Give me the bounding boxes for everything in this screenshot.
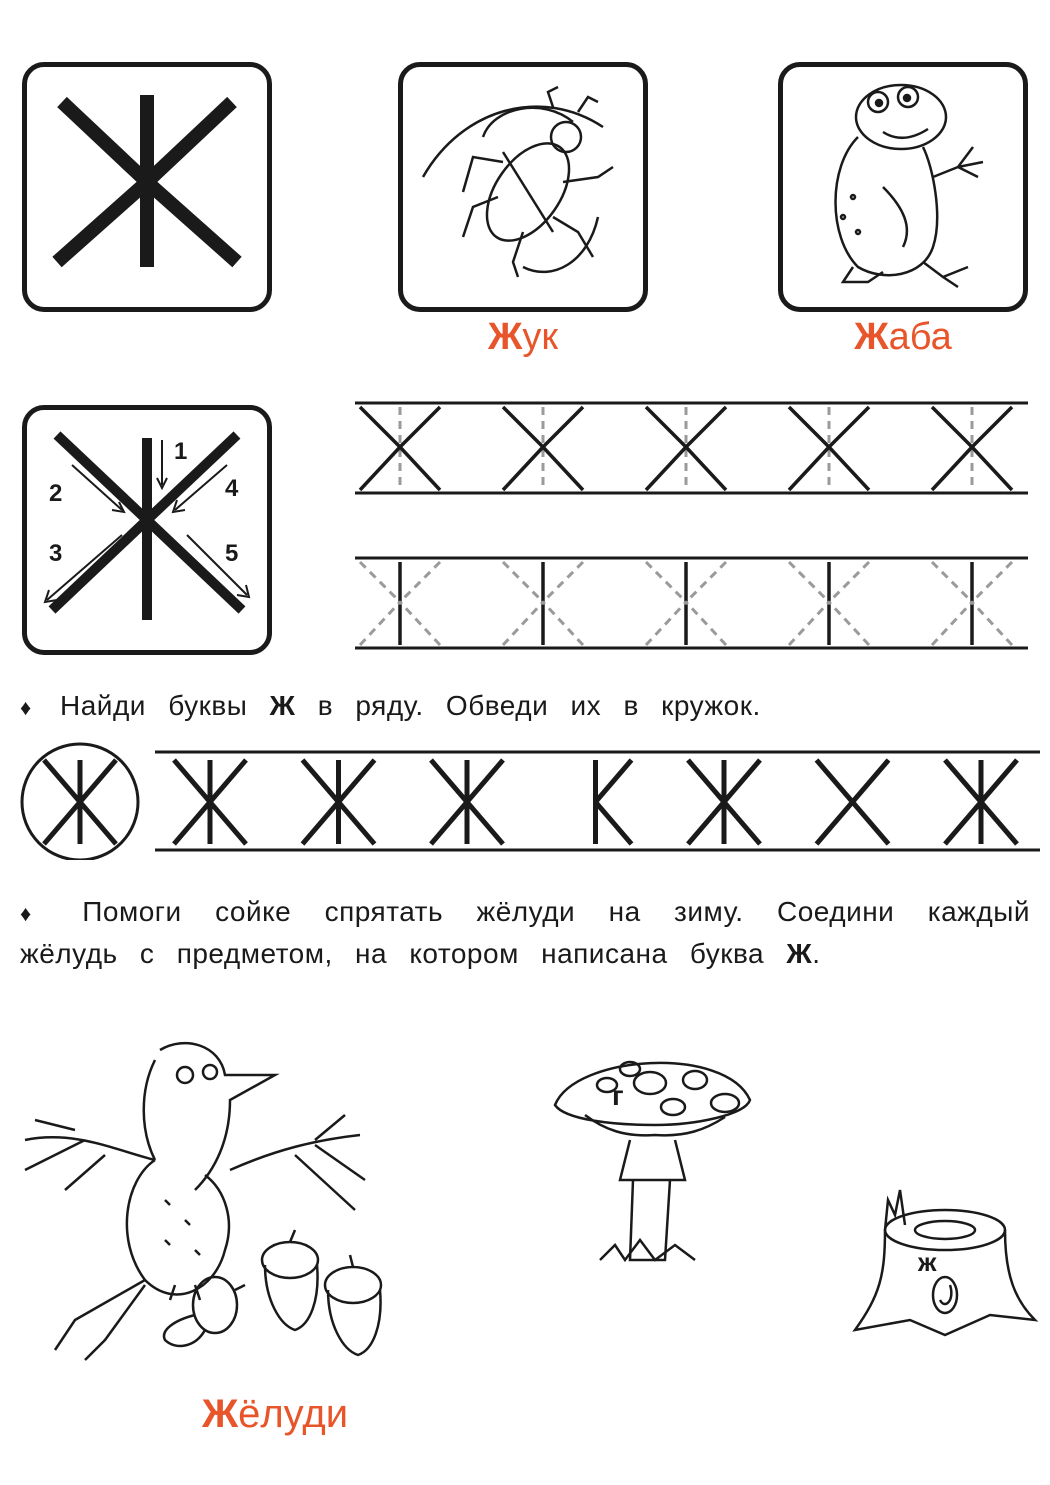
toad-word: Жаба <box>854 316 952 358</box>
beetle-card <box>398 62 648 312</box>
trace-stroke <box>789 447 829 490</box>
trace-stroke <box>543 447 583 490</box>
glyph-stroke <box>853 760 889 802</box>
glyph-stroke <box>339 802 375 844</box>
letter-option[interactable] <box>688 760 760 844</box>
jay-with-acorns-illustration <box>15 1030 385 1370</box>
glyph-stroke <box>210 802 246 844</box>
trace-stroke <box>932 447 972 490</box>
trace-stroke <box>686 407 726 447</box>
guide-stroke <box>829 602 869 645</box>
sample-letter[interactable] <box>44 760 116 844</box>
step-number-3: 3 <box>49 540 63 567</box>
guide-stroke <box>789 602 829 645</box>
letter-option[interactable] <box>174 760 246 844</box>
trace-stroke <box>972 407 1012 447</box>
guide-stroke <box>400 602 440 645</box>
acorn-icon <box>325 1255 381 1355</box>
guide-stroke <box>686 562 726 602</box>
step-number-2: 2 <box>49 480 63 507</box>
glyph-stroke <box>688 802 724 844</box>
glyph-stroke <box>303 760 339 802</box>
guide-stroke <box>972 562 1012 602</box>
trace-stroke <box>503 407 543 447</box>
trace-stroke <box>646 407 686 447</box>
trace-stroke <box>829 407 869 447</box>
glyph-stroke <box>467 760 503 802</box>
guide-stroke <box>543 602 583 645</box>
guide-stroke <box>646 602 686 645</box>
glyph-stroke <box>339 760 375 802</box>
guide-stroke <box>972 602 1012 645</box>
bullet-diamond-icon: ♦ <box>20 901 43 926</box>
guide-stroke <box>503 562 543 602</box>
glyph-stroke <box>174 802 210 844</box>
glyph-stroke <box>303 802 339 844</box>
glyph-stroke <box>981 802 1017 844</box>
stump-illustration <box>850 1185 1050 1345</box>
glyph-stroke <box>945 760 981 802</box>
step-number-1: 1 <box>174 438 188 465</box>
trace-stroke <box>543 407 583 447</box>
mushroom-letter: г <box>612 1080 624 1111</box>
guide-stroke <box>686 602 726 645</box>
glyph-stroke <box>80 802 116 844</box>
letter-option[interactable] <box>303 760 375 844</box>
glyph-stroke <box>688 760 724 802</box>
mushroom-illustration <box>545 1045 765 1285</box>
glyph-stroke <box>981 760 1017 802</box>
trace-stroke <box>932 407 972 447</box>
glyph-stroke <box>44 802 80 844</box>
big-letter-zhe <box>27 67 267 307</box>
glyph-stroke <box>853 802 889 844</box>
toad-icon <box>783 67 1023 307</box>
letter-option[interactable] <box>817 760 889 844</box>
stroke-order-card <box>22 405 272 655</box>
guide-stroke <box>932 602 972 645</box>
tracing-rows <box>350 395 1040 655</box>
glyph-stroke <box>431 802 467 844</box>
trace-stroke <box>829 447 869 490</box>
tracing-row-2 <box>355 558 1028 648</box>
trace-stroke <box>972 447 1012 490</box>
letter-row <box>10 740 1050 860</box>
acorn-icon <box>164 1277 245 1346</box>
trace-stroke <box>400 407 440 447</box>
guide-stroke <box>360 602 400 645</box>
glyph-stroke <box>174 760 210 802</box>
glyph-stroke <box>210 760 246 802</box>
letter-option[interactable] <box>431 760 503 844</box>
trace-stroke <box>400 447 440 490</box>
beetle-word: Жук <box>488 316 558 358</box>
glyph-stroke <box>80 760 116 802</box>
glyph-stroke <box>724 760 760 802</box>
big-letter-card <box>22 62 272 312</box>
glyph-stroke <box>817 802 853 844</box>
trace-stroke <box>789 407 829 447</box>
acorns-word: Жёлуди <box>201 1392 349 1436</box>
glyph-stroke <box>596 802 632 844</box>
trace-stroke <box>646 447 686 490</box>
acorn-icon <box>260 1230 318 1370</box>
task-find-letters: ♦ Найди буквы Ж в ряду. Обведи их в кружок. <box>20 690 761 721</box>
stroke-order-diagram <box>27 410 267 650</box>
trace-stroke <box>503 447 543 490</box>
guide-stroke <box>789 562 829 602</box>
guide-stroke <box>503 602 543 645</box>
step-number-4: 4 <box>225 475 239 502</box>
guide-stroke <box>829 562 869 602</box>
task-help-jay: ♦ Помоги сойке спрятать жёлуди на зиму. Соедини каждый жёлудь с предметом, на котором написана буква Ж. <box>20 896 1030 969</box>
glyph-stroke <box>467 802 503 844</box>
guide-stroke <box>360 562 400 602</box>
glyph-stroke <box>817 760 853 802</box>
step-number-5: 5 <box>225 540 239 567</box>
stump-letter: ж <box>918 1247 937 1277</box>
glyph-stroke <box>431 760 467 802</box>
guide-stroke <box>932 562 972 602</box>
guide-stroke <box>400 562 440 602</box>
glyph-stroke <box>724 802 760 844</box>
guide-stroke <box>543 562 583 602</box>
beetle-icon <box>403 67 643 307</box>
trace-stroke <box>360 447 400 490</box>
letter-option[interactable] <box>945 760 1017 844</box>
letter-option[interactable] <box>596 760 632 844</box>
bullet-diamond-icon: ♦ <box>20 695 32 720</box>
trace-stroke <box>686 447 726 490</box>
toad-card <box>778 62 1028 312</box>
guide-stroke <box>646 562 686 602</box>
tracing-row-1 <box>355 403 1028 493</box>
glyph-stroke <box>596 760 632 802</box>
glyph-stroke <box>44 760 80 802</box>
glyph-stroke <box>945 802 981 844</box>
trace-stroke <box>360 407 400 447</box>
